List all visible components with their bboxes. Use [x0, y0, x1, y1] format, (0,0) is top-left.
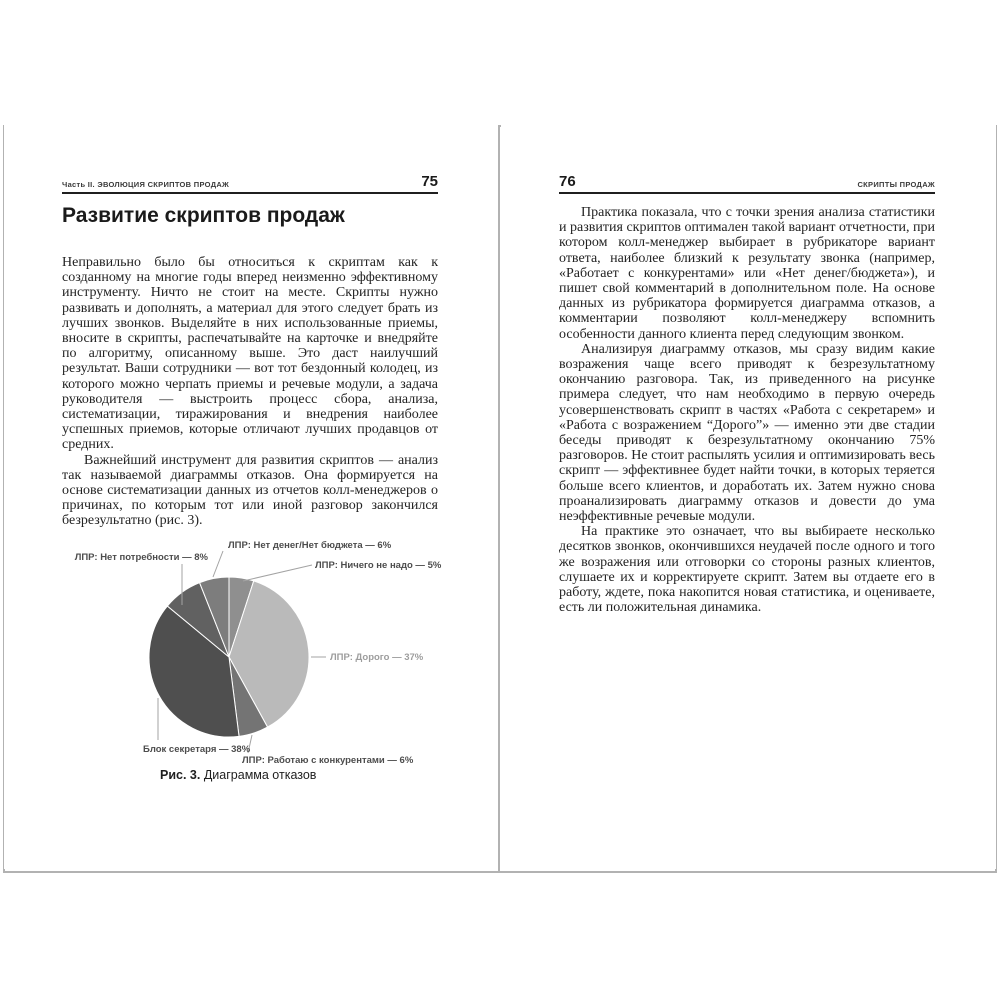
- pie-slice-label: ЛПР: Дорого — 37%: [330, 652, 424, 663]
- paragraph: Практика показала, что с точки зрения анализа статистики и развития скриптов оптимален такой вариант отчетности, при котором колл-менеджер выбирает в рубрикаторе вариант ответа, наиболее близкий к результату звонка (например, «Работает с конкурентами» или «Нет денег/бюджета»), и пишет свой комментарий в дополнительном поле. На основе данных из рубрикатора формируется диаграмма отказов, а комментарии позволяют колл-менеджеру вспомнить особенности данного клиента перед следующим звонком.: [559, 205, 935, 342]
- pie-slice-label: ЛПР: Работаю с конкурентами — 6%: [242, 755, 414, 765]
- right-page: [501, 125, 996, 869]
- refusal-diagram-figure: [62, 530, 442, 800]
- running-title-right: СКРИПТЫ ПРОДАЖ: [857, 180, 935, 189]
- refusal-pie-chart: [62, 530, 442, 765]
- running-title-left: Часть II. ЭВОЛЮЦИЯ СКРИПТОВ ПРОДАЖ: [62, 180, 230, 189]
- left-page-body: [62, 255, 438, 529]
- figure-caption-label: Рис. 3.: [160, 768, 201, 782]
- page-number-76: 76: [559, 173, 576, 190]
- chapter-title: Развитие скриптов продаж: [62, 204, 345, 227]
- left-page: [4, 125, 499, 869]
- pie-leader-line: [213, 551, 223, 577]
- figure-caption: [160, 768, 316, 782]
- paragraph: На практике это означает, что вы выбираете несколько десятков звонков, окончившихся неудачей после одного и того же возражения или отговорки со стороны разных клиентов, слушаете их и корректируете скрипт. Затем вы отдаете его в работу, ждете, пока накопится новая статистика, и оцениваете, есть ли положительная динамика.: [559, 524, 935, 616]
- left-page-header: [62, 173, 438, 194]
- page-gutter: [498, 125, 500, 873]
- paragraph: Анализируя диаграмму отказов, мы сразу видим какие возражения чаще всего приводят к безрезультатному окончанию разговора. Так, из приведенного на рисунке примера следует, что нам необходимо в первую очередь усовершенствовать скрипт в частях «Работа с секретарем» и «Работа с возражением “Дорого”» — именно эти две стадии беседы приводят к безрезультатному окончанию 75% разговоров. Не стоит распылять усилия и оптимизировать весь скрипт — эффективнее будет найти точки, в которых теряется больше всего клиентов, и доработать их. Затем нужно снова проанализировать диаграмму отказов и довести до ума неэффективные речевые модули.: [559, 341, 935, 525]
- pie-slice-label: ЛПР: Нет денег/Нет бюджета — 6%: [228, 540, 392, 551]
- paragraph: Неправильно было бы относиться к скриптам как к созданному на многие годы вперед неизменно эффективному инструменту. Ничто не стоит на месте. Скрипты нужно развивать и дополнять, а материал для этого следует брать из лучших звонков. Выделяйте в них использованные приемы, вносите в скрипты, распечатывайте на карточке и внедряйте по алгоритму, описанному выше. Это даст наилучший результат. Ваши сотрудники — вот тот бездонный колодец, из которого можно черпать приемы и речевые модули, а задача руководителя — выстроить процесс сбора, анализа, систематизации, тиражирования и внедрения наиболее успешных приемов, которые отличают лучших продавцов от средних.: [62, 255, 438, 453]
- paragraph: Важнейший инструмент для развития скриптов — анализ так называемой диаграммы отказов. Она формируется на основе систематизации данных из отчетов колл-менеджеров о причинах, по которым тот или иной разговор закончился безрезультатно (рис. 3).: [62, 452, 438, 529]
- pie-slice-label: Блок секретаря — 38%: [143, 744, 251, 755]
- right-page-header: [559, 173, 935, 194]
- page-number-75: 75: [421, 173, 438, 190]
- pie-slice-label: ЛПР: Ничего не надо — 5%: [315, 560, 442, 571]
- pie-leader-line: [243, 565, 312, 581]
- pie-slice-label: ЛПР: Нет потребности — 8%: [74, 552, 208, 563]
- right-page-body: [559, 205, 935, 615]
- figure-caption-text: Диаграмма отказов: [200, 768, 317, 782]
